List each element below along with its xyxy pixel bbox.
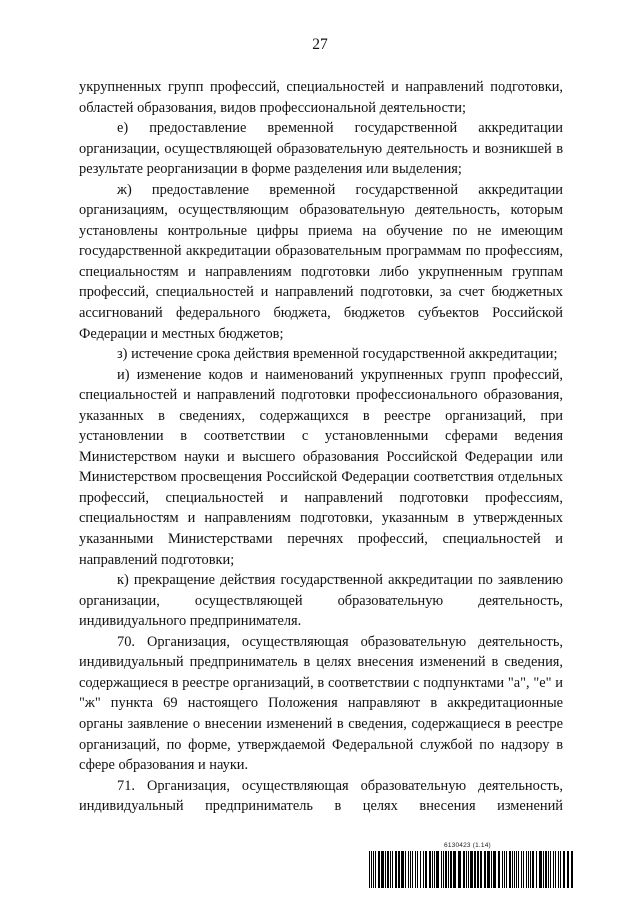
paragraph-item-e: е) предоставление временной государственной аккредитации организации, осуществляющей образовательную деятельность и возникшей в результате реорганизации в форме разделения или выделения; xyxy=(79,120,563,178)
barcode-image xyxy=(369,851,574,888)
paragraph-clause-70: 70. Организация, осуществляющая образовательную деятельность, индивидуальный предприниматель в целях внесения изменений в сведения, содержащиеся в реестре организаций, в соответствии с подпунктами "а", "е" и "ж" пункта 69 настоящего Положения направляют в аккредитационные органы заявление о внесении изменений в сведения, содержащиеся в реестре организаций, по форме, утверждаемой Федеральной службой по надзору в сфере образования и науки. xyxy=(79,633,563,774)
paragraph-item-k: к) прекращение действия государственной аккредитации по заявлению организации, осуществляющей образовательную деятельность, индивидуального предпринимателя. xyxy=(79,572,563,630)
document-body xyxy=(79,77,563,817)
paragraph-clause-71: 71. Организация, осуществляющая образовательную деятельность, индивидуальный предприниматель в целях внесения изменений xyxy=(79,777,563,815)
paragraph-item-zh: ж) предоставление временной государственной аккредитации организациям, осуществляющим образовательную деятельность, которым установлены контрольные цифры приема на обучение по не имеющим государственной аккредитации образовательным программам по профессиям, специальностям и направлениям подготовки либо укрупненным группам профессий, специальностей и направлений подготовки, за счет бюджетных ассигнований федерального бюджета, бюджетов субъектов Российской Федерации и местных бюджетов; xyxy=(79,181,563,342)
paragraph-item-i: и) изменение кодов и наименований укрупненных групп профессий, специальностей и направлений подготовки профессионального образования, указанных в сведениях, содержащихся в реестре организаций, при установлении в соответствии с установленными сферами ведения Министерством науки и высшего образования Российской Федерации или Министерством просвещения Российской Федерации соответствия отдельных профессий, специальностей и направлений подготовки профессиям, специальностям и направлениям подготовки, указанным в утвержденных указанными Министерствами перечнях профессий, специальностей и направлений подготовки; xyxy=(79,366,563,568)
paragraph-groups-continuation: укрупненных групп профессий, специальностей и направлений подготовки, областей образования, видов профессиональной деятельности; xyxy=(79,79,563,116)
paragraph-item-z: з) истечение срока действия временной государственной аккредитации; xyxy=(117,346,558,363)
page-number: 27 xyxy=(312,36,328,53)
barcode-number: 6130423 (1.14) xyxy=(444,842,491,849)
